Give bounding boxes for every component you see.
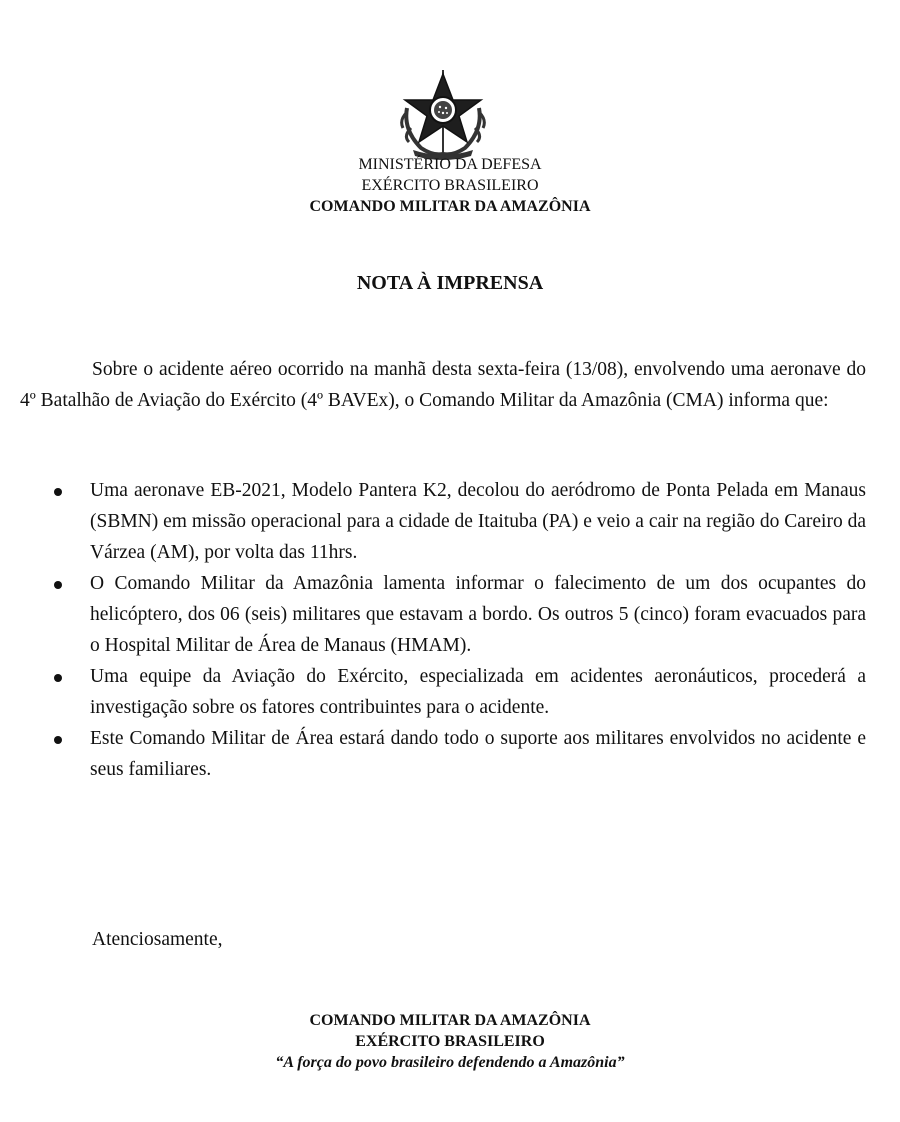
signature-block — [0, 1010, 900, 1073]
intro-paragraph: Sobre o acidente aéreo ocorrido na manhã desta sexta-feira (13/08), envolvendo uma aeronave do 4º Batalhão de Aviação do Exército (4º BAVEx), o Comando Militar da Amazônia (CMA) informa que: — [20, 359, 866, 411]
bullet-icon — [54, 581, 62, 589]
signature-command: COMANDO MILITAR DA AMAZÔNIA — [309, 1012, 591, 1029]
document-title: NOTA À IMPRENSA — [356, 272, 544, 294]
closing-salutation: Atenciosamente, — [92, 929, 223, 950]
ministry-name: MINISTÉRIO DA DEFESA — [358, 156, 542, 173]
signature-army: EXÉRCITO BRASILEIRO — [355, 1033, 545, 1050]
list-item — [20, 661, 866, 723]
list-item-text: Uma equipe da Aviação do Exército, especializada em acidentes aeronáuticos, procederá a investigação sobre os fatores contribuintes para o acidente. — [90, 666, 866, 718]
list-item-text: Este Comando Militar de Área estará dando todo o suporte aos militares envolvidos no acidente e seus familiares. — [90, 728, 866, 780]
list-item — [20, 568, 866, 661]
command-name: COMANDO MILITAR DA AMAZÔNIA — [309, 198, 591, 215]
list-item — [20, 723, 866, 785]
coat-of-arms-icon — [393, 68, 493, 160]
list-item — [20, 475, 866, 568]
motto: “A força do povo brasileiro defendendo a Amazônia” — [275, 1054, 625, 1071]
list-item-text: O Comando Militar da Amazônia lamenta informar o falecimento de um dos ocupantes do helicóptero, dos 06 (seis) militares que estavam a bordo. Os outros 5 (cinco) foram evacuados para o Hospital Militar de Área de Manaus (HMAM). — [90, 573, 866, 656]
army-name: EXÉRCITO BRASILEIRO — [361, 177, 539, 194]
letterhead — [0, 154, 900, 217]
bullet-icon — [54, 674, 62, 682]
bullet-icon — [54, 488, 62, 496]
bullet-icon — [54, 736, 62, 744]
list-item-text: Uma aeronave EB-2021, Modelo Pantera K2, decolou do aeródromo de Ponta Pelada em Manaus (SBMN) em missão operacional para a cidade de Itaituba (PA) e veio a cair na região do Careiro da Várzea (AM), por volta das 11hrs. — [90, 480, 866, 563]
bullet-list — [20, 475, 866, 785]
